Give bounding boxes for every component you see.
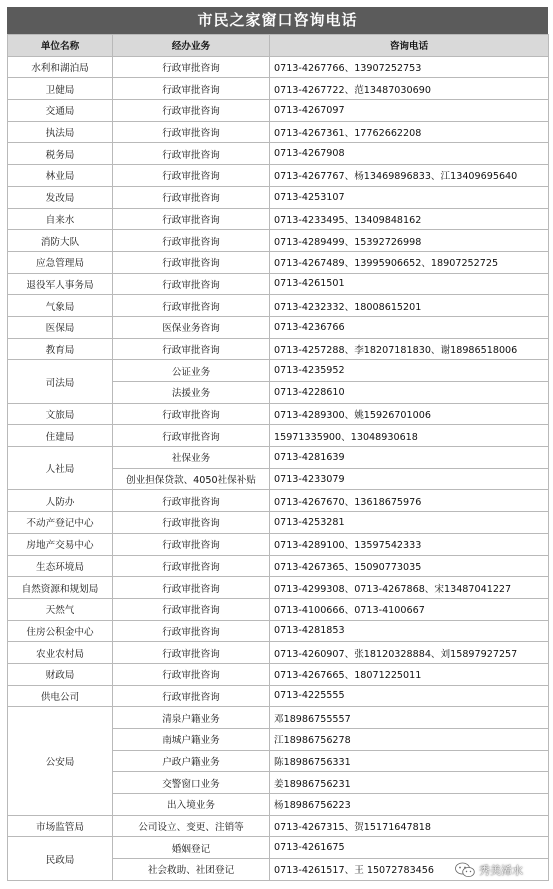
business-cell: 出入境业务 bbox=[113, 794, 270, 816]
business-cell: 行政审批咨询 bbox=[113, 425, 270, 447]
unit-name-cell: 住房公积金中心 bbox=[8, 620, 113, 642]
phone-cell: 0713-4261675 bbox=[270, 837, 549, 859]
phone-directory-sheet bbox=[7, 7, 548, 881]
unit-name-cell: 自来水 bbox=[8, 208, 113, 230]
phone-cell: 0713-4267908 bbox=[270, 143, 549, 165]
table-row bbox=[8, 512, 549, 534]
business-cell: 行政审批咨询 bbox=[113, 208, 270, 230]
phone-cell: 0713-4261501 bbox=[270, 273, 549, 295]
wechat-icon bbox=[455, 862, 475, 878]
header-business: 经办业务 bbox=[113, 35, 270, 57]
unit-name-cell: 市场监管局 bbox=[8, 815, 113, 837]
phone-cell: 0713-4267097 bbox=[270, 100, 549, 122]
business-cell: 行政审批咨询 bbox=[113, 230, 270, 252]
table-row bbox=[8, 295, 549, 317]
table-row bbox=[8, 316, 549, 338]
business-cell: 行政审批咨询 bbox=[113, 251, 270, 273]
unit-name-cell: 生态环境局 bbox=[8, 555, 113, 577]
business-cell: 行政审批咨询 bbox=[113, 165, 270, 187]
phone-cell: 江18986756278 bbox=[270, 729, 549, 751]
unit-name-cell: 财政局 bbox=[8, 663, 113, 685]
business-cell: 户政户籍业务 bbox=[113, 750, 270, 772]
table-row bbox=[8, 685, 549, 707]
business-cell: 南城户籍业务 bbox=[113, 729, 270, 751]
watermark-text: 秀美浠水 bbox=[479, 864, 523, 877]
phone-cell: 0713-4233495、13409848162 bbox=[270, 208, 549, 230]
business-cell: 创业担保贷款、4050社保补贴 bbox=[113, 468, 270, 490]
unit-name-cell: 住建局 bbox=[8, 425, 113, 447]
unit-name-cell: 退役军人事务局 bbox=[8, 273, 113, 295]
table-row bbox=[8, 490, 549, 512]
header-phone: 咨询电话 bbox=[270, 35, 549, 57]
watermark bbox=[455, 859, 551, 881]
business-cell: 行政审批咨询 bbox=[113, 642, 270, 664]
phone-cell: 0713-4299308、0713-4267868、宋13487041227 bbox=[270, 577, 549, 599]
table-row bbox=[8, 707, 549, 729]
table-body bbox=[8, 56, 549, 880]
business-cell: 行政审批咨询 bbox=[113, 143, 270, 165]
business-cell: 行政审批咨询 bbox=[113, 56, 270, 78]
unit-name-cell: 林业局 bbox=[8, 165, 113, 187]
directory-table bbox=[7, 34, 549, 881]
unit-name-cell: 医保局 bbox=[8, 316, 113, 338]
business-cell: 行政审批咨询 bbox=[113, 555, 270, 577]
phone-cell: 0713-4267767、杨13469896833、江13409695640 bbox=[270, 165, 549, 187]
unit-name-cell: 教育局 bbox=[8, 338, 113, 360]
business-cell: 行政审批咨询 bbox=[113, 403, 270, 425]
phone-cell: 0713-4253281 bbox=[270, 512, 549, 534]
table-row bbox=[8, 230, 549, 252]
unit-name-cell: 税务局 bbox=[8, 143, 113, 165]
unit-name-cell: 交通局 bbox=[8, 100, 113, 122]
business-cell: 行政审批咨询 bbox=[113, 121, 270, 143]
phone-cell: 陈18986756331 bbox=[270, 750, 549, 772]
table-row bbox=[8, 360, 549, 382]
phone-cell: 0713-4261517、王 15072783456 bbox=[270, 859, 549, 881]
table-row bbox=[8, 208, 549, 230]
table-row bbox=[8, 100, 549, 122]
phone-cell: 0713-4235952 bbox=[270, 360, 549, 382]
business-cell: 行政审批咨询 bbox=[113, 338, 270, 360]
table-row bbox=[8, 533, 549, 555]
business-cell: 公证业务 bbox=[113, 360, 270, 382]
business-cell: 行政审批咨询 bbox=[113, 577, 270, 599]
unit-name-cell: 供电公司 bbox=[8, 685, 113, 707]
phone-cell: 0713-4267365、15090773035 bbox=[270, 555, 549, 577]
header-unit: 单位名称 bbox=[8, 35, 113, 57]
unit-name-cell: 执法局 bbox=[8, 121, 113, 143]
phone-cell: 0713-4257288、李18207181830、谢18986518006 bbox=[270, 338, 549, 360]
phone-cell: 0713-4267315、贺15171647818 bbox=[270, 815, 549, 837]
business-cell: 行政审批咨询 bbox=[113, 620, 270, 642]
phone-cell: 0713-4267361、17762662208 bbox=[270, 121, 549, 143]
phone-cell: 0713-4267665、18071225011 bbox=[270, 663, 549, 685]
business-cell: 行政审批咨询 bbox=[113, 533, 270, 555]
table-row bbox=[8, 577, 549, 599]
phone-cell: 0713-4225555 bbox=[270, 685, 549, 707]
business-cell: 社会救助、社团登记 bbox=[113, 859, 270, 881]
phone-cell: 0713-4289300、姚15926701006 bbox=[270, 403, 549, 425]
unit-name-cell: 发改局 bbox=[8, 186, 113, 208]
business-cell: 社保业务 bbox=[113, 447, 270, 469]
unit-name-cell: 应急管理局 bbox=[8, 251, 113, 273]
unit-name-cell: 自然资源和规划局 bbox=[8, 577, 113, 599]
unit-name-cell: 文旅局 bbox=[8, 403, 113, 425]
business-cell: 法援业务 bbox=[113, 382, 270, 404]
table-row bbox=[8, 620, 549, 642]
phone-cell: 0713-4267766、13907252753 bbox=[270, 56, 549, 78]
table-row bbox=[8, 555, 549, 577]
table-row bbox=[8, 403, 549, 425]
unit-name-cell: 人社局 bbox=[8, 447, 113, 490]
table-row bbox=[8, 186, 549, 208]
sheet-title: 市民之家窗口咨询电话 bbox=[7, 7, 548, 34]
business-cell: 医保业务咨询 bbox=[113, 316, 270, 338]
table-row bbox=[8, 598, 549, 620]
unit-name-cell: 人防办 bbox=[8, 490, 113, 512]
business-cell: 婚姻登记 bbox=[113, 837, 270, 859]
business-cell: 行政审批咨询 bbox=[113, 100, 270, 122]
business-cell: 行政审批咨询 bbox=[113, 598, 270, 620]
phone-cell: 0713-4253107 bbox=[270, 186, 549, 208]
business-cell: 行政审批咨询 bbox=[113, 78, 270, 100]
table-row bbox=[8, 425, 549, 447]
business-cell: 行政审批咨询 bbox=[113, 186, 270, 208]
table-row bbox=[8, 338, 549, 360]
table-row bbox=[8, 642, 549, 664]
business-cell: 公司设立、变更、注销等 bbox=[113, 815, 270, 837]
phone-cell: 0713-4281853 bbox=[270, 620, 549, 642]
table-row bbox=[8, 56, 549, 78]
unit-name-cell: 卫健局 bbox=[8, 78, 113, 100]
table-row bbox=[8, 273, 549, 295]
unit-name-cell: 农业农村局 bbox=[8, 642, 113, 664]
unit-name-cell: 天然气 bbox=[8, 598, 113, 620]
unit-name-cell: 公安局 bbox=[8, 707, 113, 815]
phone-cell: 杨18986756223 bbox=[270, 794, 549, 816]
phone-cell: 0713-4267670、13618675976 bbox=[270, 490, 549, 512]
phone-cell: 0713-4289100、13597542333 bbox=[270, 533, 549, 555]
phone-cell: 邓18986755557 bbox=[270, 707, 549, 729]
table-row bbox=[8, 78, 549, 100]
table-row bbox=[8, 837, 549, 859]
table-row bbox=[8, 447, 549, 469]
phone-cell: 0713-4260907、张18120328884、刘15897927257 bbox=[270, 642, 549, 664]
table-row bbox=[8, 663, 549, 685]
phone-cell: 0713-4236766 bbox=[270, 316, 549, 338]
business-cell: 行政审批咨询 bbox=[113, 490, 270, 512]
phone-cell: 15971335900、13048930618 bbox=[270, 425, 549, 447]
business-cell: 行政审批咨询 bbox=[113, 512, 270, 534]
business-cell: 行政审批咨询 bbox=[113, 663, 270, 685]
unit-name-cell: 司法局 bbox=[8, 360, 113, 403]
unit-name-cell: 房地产交易中心 bbox=[8, 533, 113, 555]
phone-cell: 姜18986756231 bbox=[270, 772, 549, 794]
business-cell: 行政审批咨询 bbox=[113, 295, 270, 317]
table-row bbox=[8, 143, 549, 165]
table-row bbox=[8, 165, 549, 187]
phone-cell: 0713-4281639 bbox=[270, 447, 549, 469]
business-cell: 行政审批咨询 bbox=[113, 685, 270, 707]
unit-name-cell: 水利和湖泊局 bbox=[8, 56, 113, 78]
phone-cell: 0713-4267722、范13487030690 bbox=[270, 78, 549, 100]
phone-cell: 0713-4232332、18008615201 bbox=[270, 295, 549, 317]
phone-cell: 0713-4100666、0713-4100667 bbox=[270, 598, 549, 620]
phone-cell: 0713-4233079 bbox=[270, 468, 549, 490]
header-row bbox=[8, 35, 549, 57]
phone-cell: 0713-4228610 bbox=[270, 382, 549, 404]
table-row bbox=[8, 815, 549, 837]
business-cell: 清泉户籍业务 bbox=[113, 707, 270, 729]
phone-cell: 0713-4267489、13995906652、18907252725 bbox=[270, 251, 549, 273]
unit-name-cell: 民政局 bbox=[8, 837, 113, 880]
business-cell: 行政审批咨询 bbox=[113, 273, 270, 295]
table-row bbox=[8, 121, 549, 143]
business-cell: 交警窗口业务 bbox=[113, 772, 270, 794]
unit-name-cell: 不动产登记中心 bbox=[8, 512, 113, 534]
phone-cell: 0713-4289499、15392726998 bbox=[270, 230, 549, 252]
table-row bbox=[8, 251, 549, 273]
unit-name-cell: 消防大队 bbox=[8, 230, 113, 252]
unit-name-cell: 气象局 bbox=[8, 295, 113, 317]
